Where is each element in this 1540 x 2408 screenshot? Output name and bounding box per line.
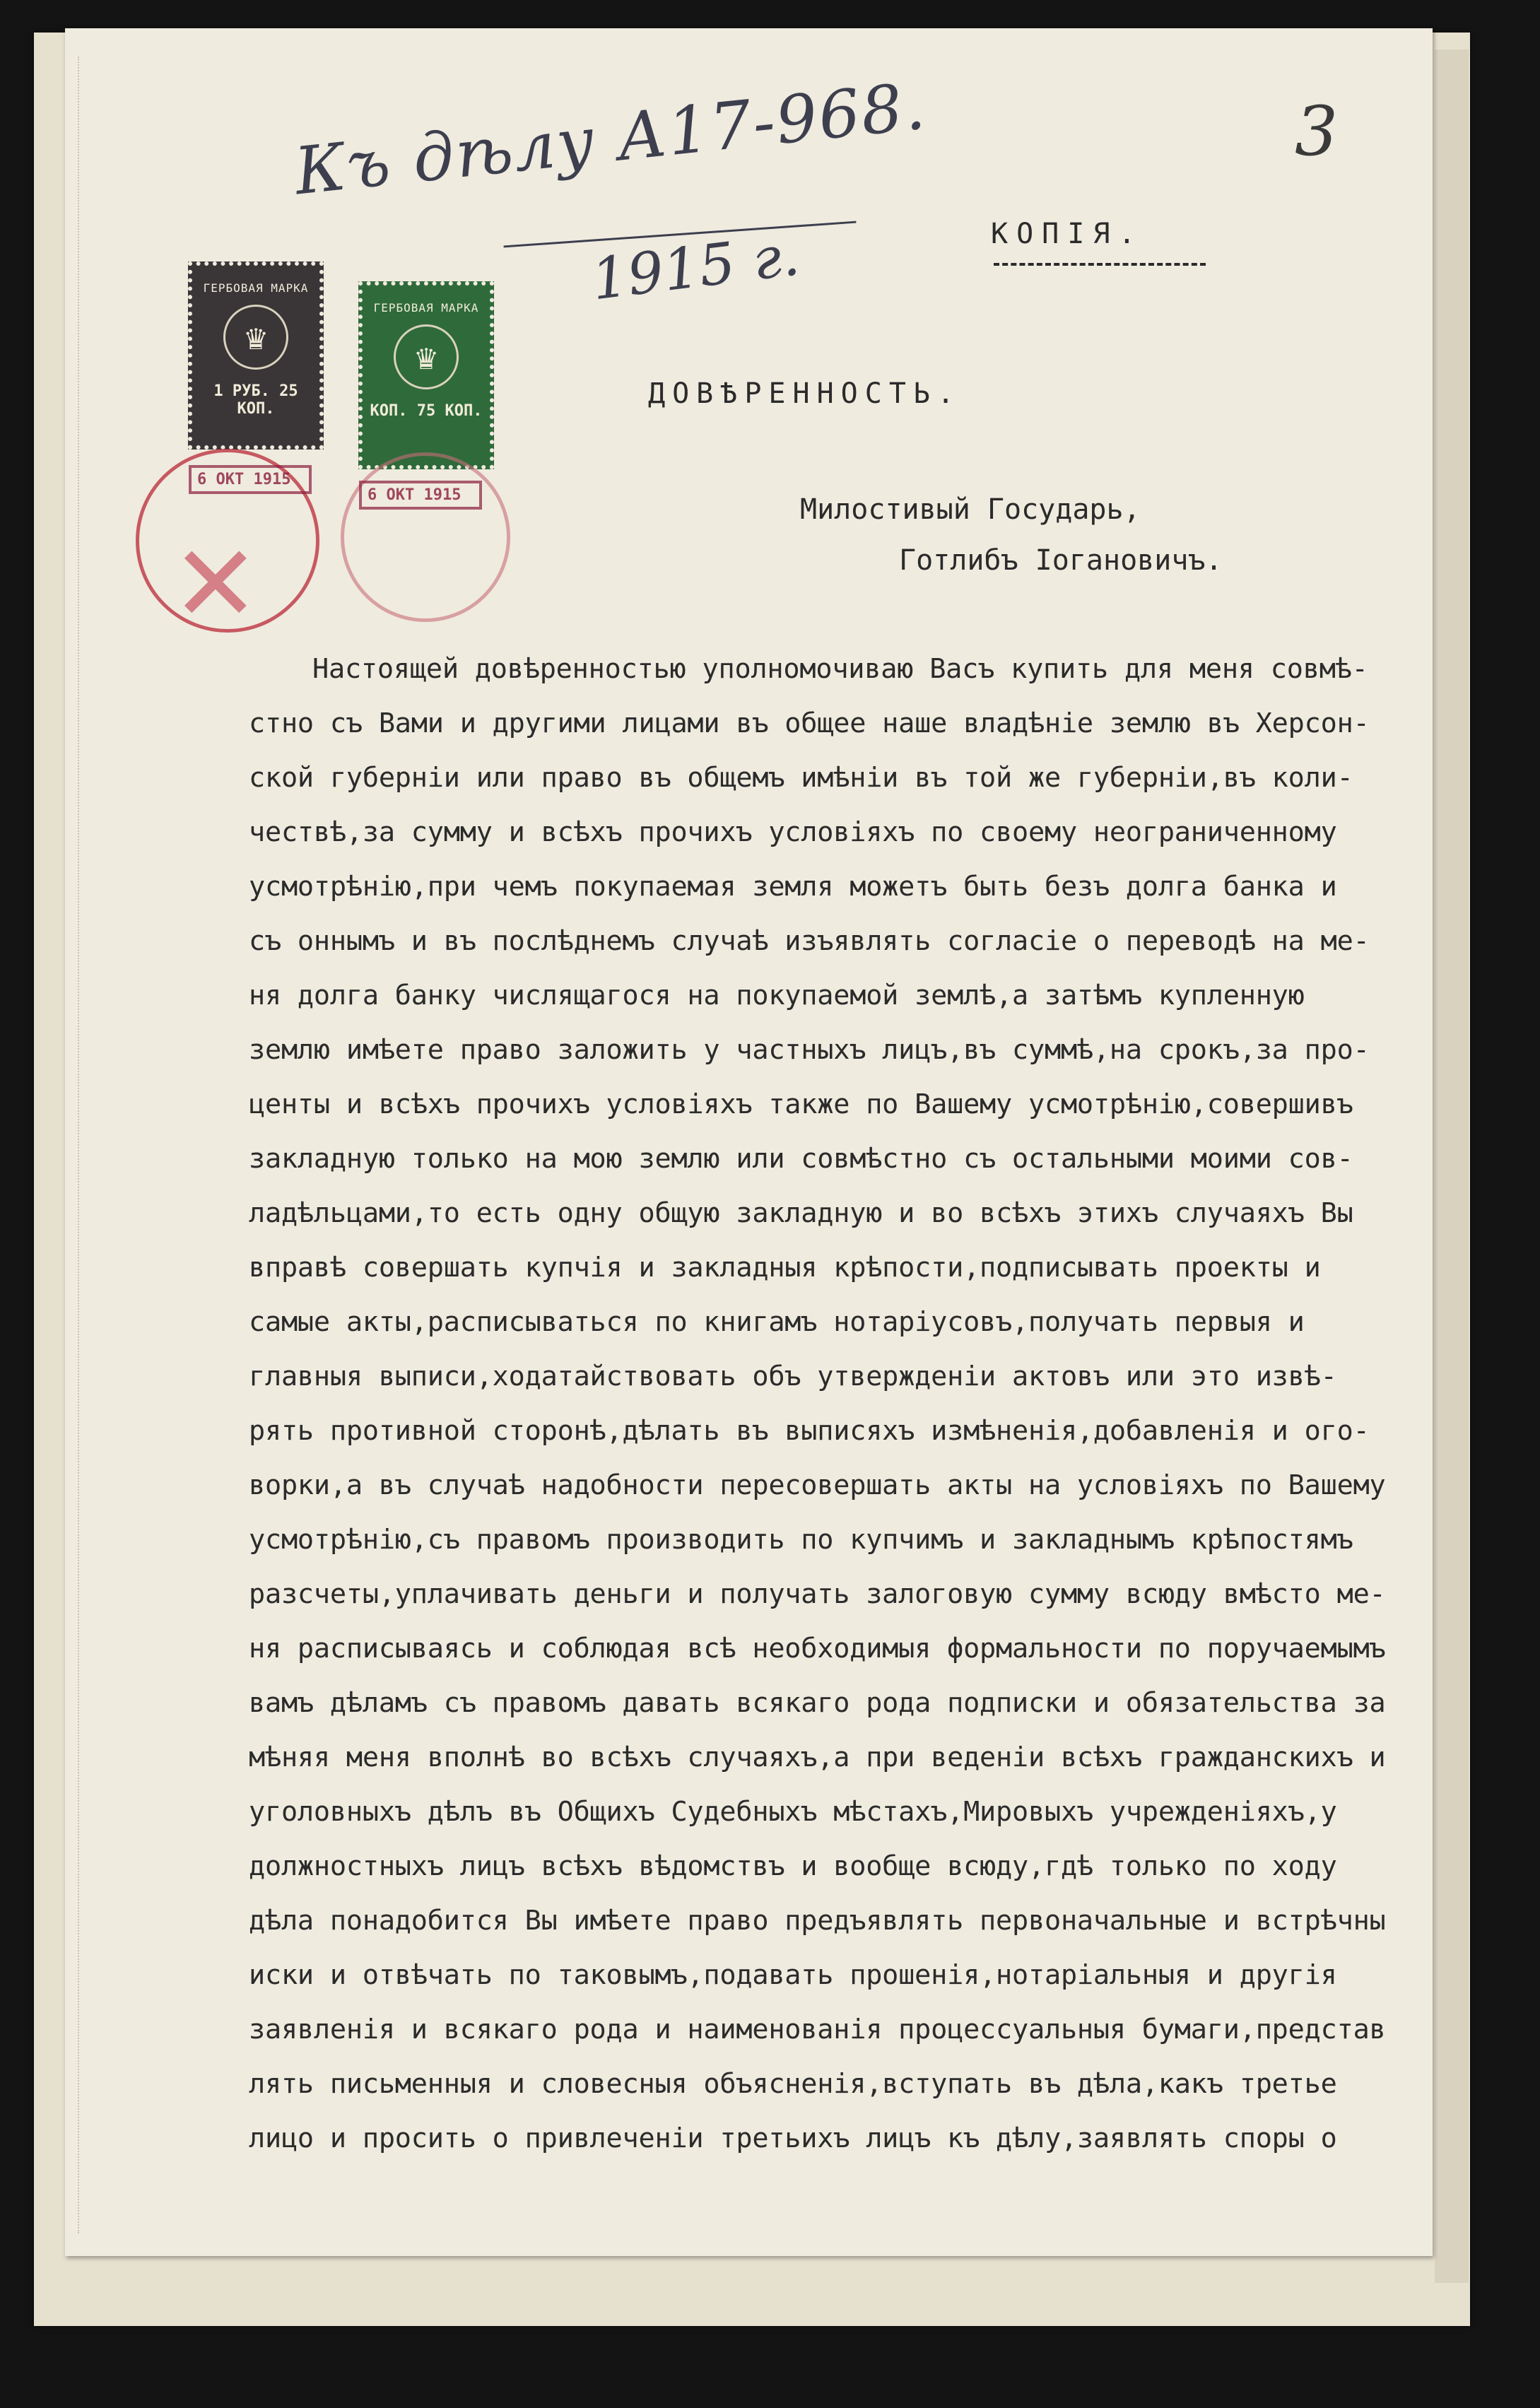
text-line: рять противной сторонѣ,дѣлать въ выписяхъ измѣненiя,добавленiя и ого- bbox=[249, 1415, 1370, 1447]
text-line: ня расписываясь и соблюдая всѣ необходимыя формальности по поручаемымъ bbox=[249, 1633, 1386, 1664]
stamp-value: КОП. 75 КОП. bbox=[370, 402, 483, 420]
text-line: чествѣ,за сумму и всѣхъ прочихъ условiяхъ по своему неограниченному bbox=[249, 816, 1337, 848]
text-line: главныя выписи,ходатайствовать объ утвержденiи актовъ или это извѣ- bbox=[249, 1361, 1337, 1392]
text-line: центы и всѣхъ прочихъ условiяхъ также по Вашему усмотрѣнiю,совершивъ bbox=[249, 1088, 1353, 1120]
text-line: усмотрѣнiю,съ правомъ производить по купчимъ и закладнымъ крѣпостямъ bbox=[249, 1524, 1353, 1556]
handwritten-year: 1915 г. bbox=[588, 222, 804, 313]
cancellation-date-stamp: 6 ОКТ 1915 bbox=[189, 465, 312, 494]
page-number: 3 bbox=[1295, 92, 1339, 171]
stamp-value: 1 РУБ. 25 КОП. bbox=[213, 382, 298, 418]
copy-label-underline bbox=[994, 263, 1206, 266]
text-line: иски и отвѣчать по таковымъ,подавать прошенiя,нотарiальныя и другiя bbox=[249, 1959, 1337, 1991]
text-line: землю имѣете право заложить у частныхъ лицъ,въ суммѣ,на срокъ,за про- bbox=[249, 1034, 1370, 1066]
salutation: Милостивый Государь, bbox=[800, 493, 1141, 526]
document-body bbox=[249, 642, 1479, 2166]
cancellation-seal bbox=[341, 452, 510, 622]
revenue-stamp bbox=[358, 281, 494, 469]
document-page bbox=[65, 28, 1433, 2256]
text-line: вамъ дѣламъ съ правомъ давать всякаго рода подписки и обязательства за bbox=[249, 1687, 1386, 1719]
document-title: ДОВѢРЕННОСТЬ. bbox=[648, 377, 962, 410]
text-line: лять письменныя и словесныя объясненiя,вступать въ дѣла,какъ третье bbox=[249, 2068, 1337, 2100]
stamp-title: ГЕРБОВАЯ МАРКА bbox=[203, 281, 309, 295]
text-line: уголовныхъ дѣлъ въ Общихъ Судебныхъ мѣстахъ,Мировыхъ учрежденiяхъ,у bbox=[249, 1796, 1337, 1828]
text-line: должностныхъ лицъ всѣхъ вѣдомствъ и вообще всюду,гдѣ только по ходу bbox=[249, 1850, 1337, 1882]
copy-label: КОПIЯ. bbox=[991, 218, 1144, 250]
text-line: ской губернiи или право въ общемъ имѣнiи въ той же губернiи,въ коли- bbox=[249, 762, 1353, 794]
text-line: съ оннымъ и въ послѣднемъ случаѣ изъявлять согласiе о переводѣ на ме- bbox=[249, 925, 1370, 957]
text-line: усмотрѣнiю,при чемъ покупаемая земля можетъ быть безъ долга банка и bbox=[249, 871, 1337, 903]
text-line: дѣла понадобится Вы имѣете право предъявлять первоначальные и встрѣчны bbox=[249, 1905, 1386, 1937]
text-line: разсчеты,уплачивать деньги и получать залоговую сумму всюду вмѣсто ме- bbox=[249, 1578, 1386, 1610]
margin-perforation bbox=[78, 57, 88, 2233]
handwritten-case-note: Къ дѣлу А17-968. bbox=[291, 68, 930, 210]
text-line: ворки,а въ случаѣ надобности пересовершать акты на условiяхъ по Вашему bbox=[249, 1469, 1386, 1501]
text-line: заявленiя и всякаго рода и наименованiя процессуальныя бумаги,представ bbox=[249, 2014, 1386, 2045]
addressee: Готлибъ Iогановичъ. bbox=[899, 544, 1223, 577]
text-line: лицо и просить о привлеченiи третьихъ лицъ къ дѣлу,заявлять споры о bbox=[249, 2122, 1337, 2154]
text-line: закладную только на мою землю или совмѣстно съ остальными моими сов- bbox=[249, 1143, 1353, 1175]
crown-emblem-icon: ♛ bbox=[223, 305, 288, 370]
text-line: Настоящей довѣренностью уполномочиваю Васъ купить для меня совмѣ- bbox=[312, 653, 1368, 685]
text-line: мѣняя меня вполнѣ во всѣхъ случаяхъ,а при веденiи всѣхъ гражданскихъ и bbox=[249, 1742, 1386, 1773]
crown-emblem-icon: ♛ bbox=[394, 324, 459, 389]
stamp-title: ГЕРБОВАЯ МАРКА bbox=[373, 301, 479, 315]
cancellation-cross-icon: ✕ bbox=[171, 523, 260, 646]
text-line: самые акты,расписываться по книгамъ нотарiусовъ,получать первыя и bbox=[249, 1306, 1305, 1338]
text-line: ня долга банку числящагося на покупаемой землѣ,а затѣмъ купленную bbox=[249, 980, 1305, 1011]
text-line: ладѣльцами,то есть одну общую закладную и во всѣхъ этихъ случаяхъ Вы bbox=[249, 1197, 1353, 1229]
text-line: вправѣ совершать купчiя и закладныя крѣпости,подписывать проекты и bbox=[249, 1252, 1321, 1284]
text-line: стно съ Вами и другими лицами въ общее наше владѣнiе землю въ Херсон- bbox=[249, 707, 1370, 739]
cancellation-date-stamp: 6 ОКТ 1915 bbox=[359, 481, 482, 510]
revenue-stamp bbox=[188, 262, 324, 450]
